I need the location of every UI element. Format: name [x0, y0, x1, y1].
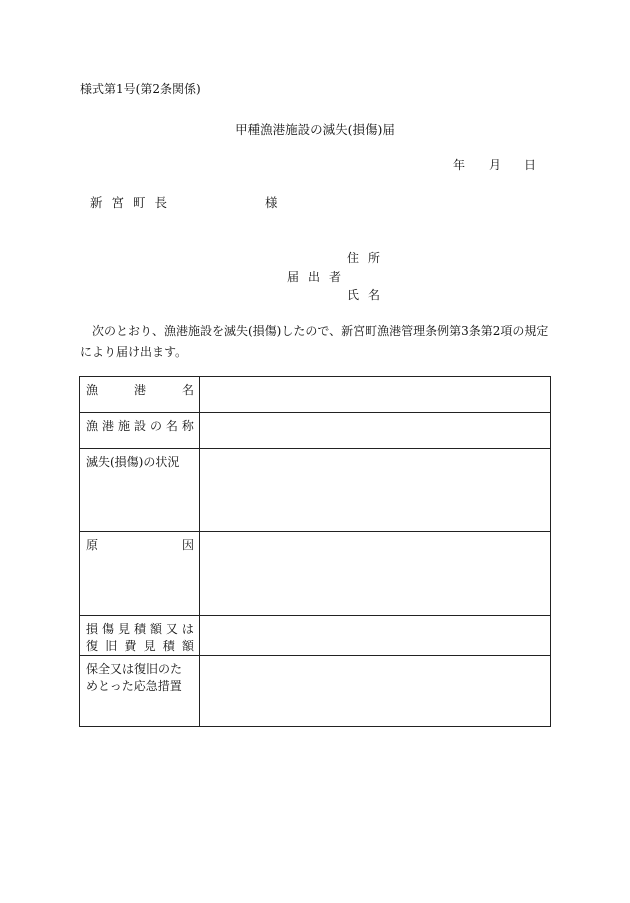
table-row: [80, 616, 551, 656]
label-char: 積: [133, 622, 146, 636]
date-year-label: 年: [453, 158, 466, 172]
label-char: 見: [143, 639, 156, 653]
label-char: 損: [86, 622, 99, 636]
form-number: 様式第1号(第2条関係): [80, 82, 201, 96]
spread-line-1: [86, 621, 194, 638]
estimated-cost-label: [80, 616, 200, 656]
label-char: 因: [181, 538, 194, 552]
label-char: 額: [181, 639, 194, 653]
notifier-label: 届出者: [287, 270, 351, 284]
label-char: 施: [117, 419, 130, 433]
cause-label: [80, 532, 200, 616]
damage-status-field[interactable]: [200, 449, 551, 532]
label-char: 名: [181, 383, 194, 397]
damage-status-label: 滅失(損傷)の状況: [80, 449, 200, 532]
spread-label: [86, 537, 194, 554]
harbor-name-field[interactable]: [200, 377, 551, 413]
table-row: [80, 413, 551, 449]
label-char: 設: [133, 419, 146, 433]
facility-name-field[interactable]: [200, 413, 551, 449]
facility-name-label: [80, 413, 200, 449]
recipient-name: 新宮町長: [90, 195, 177, 210]
label-char: 原: [86, 538, 99, 552]
spread-label: [86, 382, 194, 399]
label-char: 見: [117, 622, 130, 636]
label-char: 旧: [105, 639, 118, 653]
label-char: は: [181, 622, 194, 636]
spread-line-2: [86, 638, 194, 655]
label-char: 称: [181, 419, 194, 433]
label-char: 復: [86, 639, 99, 653]
harbor-name-label: [80, 377, 200, 413]
label-char: 積: [162, 639, 175, 653]
label-line-1: 保全又は復旧のた: [86, 662, 183, 676]
label-char: 漁: [86, 383, 99, 397]
recipient-honorific: 様: [265, 195, 278, 210]
date-month-label: 月: [489, 158, 502, 172]
form-table: [79, 376, 551, 727]
label-char: 港: [133, 383, 146, 397]
label-char: 漁: [86, 419, 99, 433]
date-day-label: 日: [524, 158, 537, 172]
cause-field[interactable]: [200, 532, 551, 616]
label-char: 傷: [101, 622, 114, 636]
emergency-measures-label: [80, 656, 200, 727]
label-line-2: めとった応急措置: [86, 679, 182, 693]
label-char: 港: [101, 419, 114, 433]
table-row: [80, 532, 551, 616]
table-row: [80, 449, 551, 532]
label-char: 額: [149, 622, 162, 636]
table-row: [80, 656, 551, 727]
name-label: 氏名: [347, 288, 390, 302]
emergency-measures-field[interactable]: [200, 656, 551, 727]
label-char: の: [149, 419, 162, 433]
document-title: 甲種漁港施設の滅失(損傷)届: [235, 122, 395, 137]
body-text: 次のとおり、漁港施設を滅失(損傷)したので、新宮町漁港管理条例第3条第2項の規定により届け出ます。: [80, 324, 549, 359]
label-char: 名: [165, 419, 178, 433]
address-label: 住所: [347, 251, 390, 265]
estimated-cost-field[interactable]: [200, 616, 551, 656]
spread-label: [86, 418, 194, 435]
label-char: 又: [165, 622, 178, 636]
table-row: [80, 377, 551, 413]
label-char: 費: [124, 639, 137, 653]
